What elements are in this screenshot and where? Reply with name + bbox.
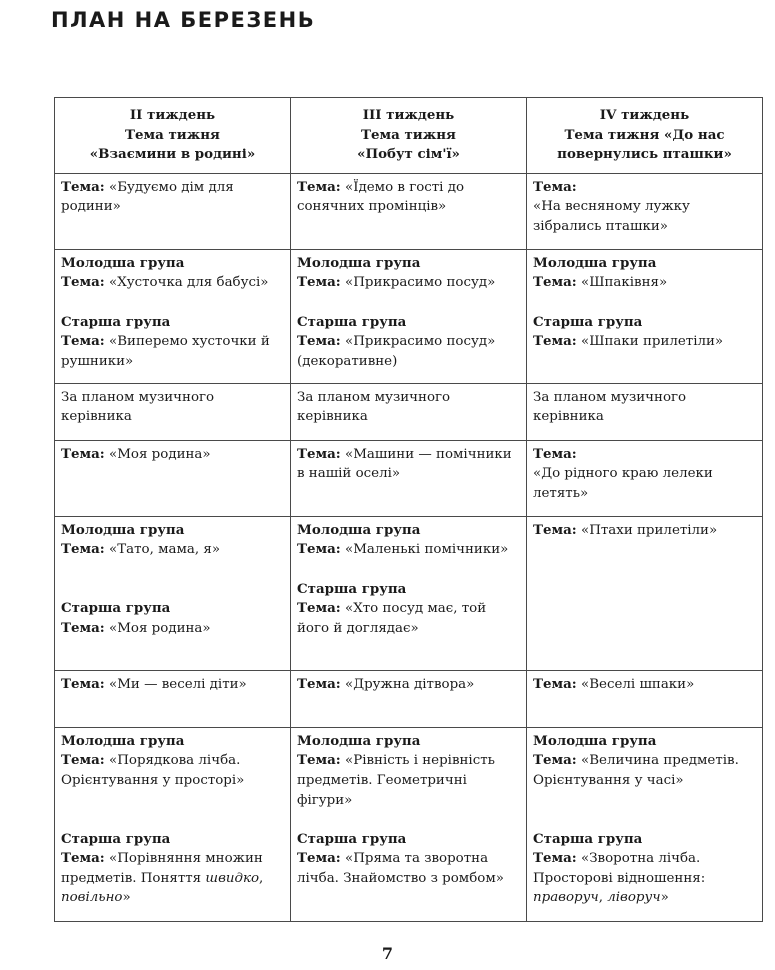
header-week-2 bbox=[55, 98, 291, 174]
theme-text: «Їдемо в гості до сонячних промінців» bbox=[297, 179, 465, 215]
theme-text: «Дружна дітвора» bbox=[345, 676, 475, 692]
table-cell: За планом музичного керівника bbox=[291, 383, 527, 440]
group-label: Старша група bbox=[297, 830, 407, 847]
theme-text: «Хусточка для бабусі» bbox=[109, 275, 269, 291]
table-row bbox=[55, 727, 763, 921]
theme-label: Тема: bbox=[297, 274, 341, 291]
theme-text: , bbox=[259, 870, 264, 886]
table-cell bbox=[527, 249, 763, 383]
theme-text: «Машини — помічники в нашій оселі» bbox=[297, 446, 512, 482]
theme-text: «Шпаківня» bbox=[581, 275, 668, 291]
group-label: Старша група bbox=[61, 830, 171, 847]
theme-label: Тема: bbox=[533, 752, 577, 769]
group-label: Молодша група bbox=[533, 732, 657, 749]
theme-text: «Прикрасимо посуд» bbox=[345, 275, 496, 291]
table-cell bbox=[55, 516, 291, 670]
theme-text: «Шпаки прилетіли» bbox=[581, 334, 724, 350]
theme-text: «Моя родина» bbox=[109, 620, 211, 636]
theme-label: Тема: bbox=[61, 274, 105, 291]
theme-text: «Маленькі помічники» bbox=[345, 542, 509, 558]
theme-text: «Рівність і нерівність предметів. Геометричні фігури» bbox=[297, 753, 495, 808]
table-cell bbox=[291, 727, 527, 921]
theme-label: Тема: bbox=[61, 752, 105, 769]
group-label: Старша група bbox=[533, 830, 643, 847]
theme-label: Тема: bbox=[533, 333, 577, 350]
group-label: Старша група bbox=[297, 313, 407, 330]
plan-table bbox=[54, 97, 763, 922]
theme-label: Тема: bbox=[297, 675, 341, 692]
table-row bbox=[55, 173, 763, 249]
group-label: Старша група bbox=[61, 313, 171, 330]
theme-label: Тема: bbox=[297, 178, 341, 195]
header-theme-label: Тема тижня «До нас bbox=[564, 126, 725, 143]
theme-text: «Виперемо хусточки й рушники» bbox=[61, 334, 270, 369]
header-theme: «Побут сім'ї» bbox=[357, 146, 460, 163]
theme-label: Тема: bbox=[61, 178, 105, 195]
table-row bbox=[55, 516, 763, 670]
theme-text: » bbox=[122, 890, 131, 906]
header-week-label: II тиждень bbox=[129, 107, 216, 123]
header-theme: повернулись пташки» bbox=[557, 146, 732, 163]
theme-emphasis: ліворуч bbox=[607, 890, 661, 906]
group-label: Молодша група bbox=[61, 521, 185, 538]
theme-text: «Тато, мама, я» bbox=[109, 542, 221, 558]
table-row bbox=[55, 249, 763, 383]
table-cell bbox=[291, 670, 527, 727]
group-label: Молодша група bbox=[533, 254, 657, 271]
group-label: Старша група bbox=[61, 599, 171, 616]
table-cell bbox=[527, 727, 763, 921]
page-number: 7 bbox=[381, 944, 394, 963]
theme-text: «Птахи прилетіли» bbox=[581, 522, 718, 538]
theme-label: Тема: bbox=[297, 445, 341, 462]
table-cell bbox=[527, 516, 763, 670]
table-cell bbox=[527, 440, 763, 516]
group-label: Молодша група bbox=[297, 521, 421, 538]
theme-text: » bbox=[660, 890, 669, 906]
theme-emphasis: повільно bbox=[61, 890, 123, 906]
theme-text: «Порівняння множин предметів. Поняття bbox=[61, 851, 263, 886]
page-title: ПЛАН НА БЕРЕЗЕНЬ bbox=[51, 8, 316, 32]
group-label: Старша група bbox=[533, 313, 643, 330]
theme-label: Тема: bbox=[297, 333, 341, 350]
theme-text: «Ми — веселі діти» bbox=[109, 676, 247, 692]
table-cell bbox=[291, 249, 527, 383]
table-cell bbox=[291, 440, 527, 516]
theme-text: «Прикрасимо посуд» (декоративне) bbox=[297, 334, 496, 369]
table-cell: За планом музичного керівника bbox=[55, 383, 291, 440]
theme-text: «Моя родина» bbox=[109, 446, 211, 462]
theme-label: Тема: bbox=[61, 619, 105, 636]
table-cell bbox=[527, 173, 763, 249]
theme-text: «На весняному лужку зібрались пташки» bbox=[533, 199, 690, 234]
table-header-row bbox=[55, 98, 763, 174]
group-label: Молодша група bbox=[61, 732, 185, 749]
group-label: Молодша група bbox=[297, 254, 421, 271]
theme-label: Тема: bbox=[533, 521, 577, 538]
theme-label: Тема: bbox=[533, 274, 577, 291]
theme-text: «Веселі шпаки» bbox=[581, 676, 695, 692]
table-cell bbox=[55, 173, 291, 249]
header-week-label: IV тиждень bbox=[599, 107, 690, 123]
theme-label: Тема: bbox=[297, 850, 341, 867]
theme-label: Тема: bbox=[533, 178, 577, 195]
table-cell bbox=[291, 173, 527, 249]
group-label: Старша група bbox=[297, 580, 407, 597]
theme-text: «Величина предметів. Орієнтування у часі» bbox=[533, 753, 739, 788]
header-week-label: III тиждень bbox=[362, 107, 455, 123]
table-cell bbox=[55, 249, 291, 383]
theme-text: «Зворотна лічба. Просторові відношення: bbox=[533, 851, 706, 886]
table-row bbox=[55, 670, 763, 727]
theme-text: «Порядкова лічба. Орієнтування у просторі» bbox=[61, 753, 245, 788]
header-week-4 bbox=[527, 98, 763, 174]
table-cell bbox=[55, 440, 291, 516]
group-label: Молодша група bbox=[61, 254, 185, 271]
table-row bbox=[55, 383, 763, 440]
theme-text: «Пряма та зворотна лічба. Знайомство з ромбом» bbox=[297, 851, 504, 886]
theme-emphasis: швидко bbox=[205, 870, 260, 886]
theme-label: Тема: bbox=[533, 850, 577, 867]
table-cell bbox=[291, 516, 527, 670]
header-theme-label: Тема тижня bbox=[361, 126, 456, 143]
theme-label: Тема: bbox=[61, 445, 105, 462]
theme-label: Тема: bbox=[61, 333, 105, 350]
table-row bbox=[55, 440, 763, 516]
theme-label: Тема: bbox=[297, 752, 341, 769]
theme-label: Тема: bbox=[297, 600, 341, 617]
theme-emphasis: праворуч bbox=[533, 890, 599, 906]
theme-label: Тема: bbox=[61, 541, 105, 558]
theme-text: , bbox=[598, 890, 608, 906]
table-cell bbox=[55, 670, 291, 727]
theme-label: Тема: bbox=[533, 445, 577, 462]
header-week-3 bbox=[291, 98, 527, 174]
theme-label: Тема: bbox=[533, 675, 577, 692]
theme-text: «До рідного краю лелеки летять» bbox=[533, 466, 713, 501]
theme-text: «Будуємо дім для родини» bbox=[61, 179, 234, 215]
theme-label: Тема: bbox=[61, 850, 105, 867]
header-theme-label: Тема тижня bbox=[125, 126, 220, 143]
theme-text: «Хто посуд має, той його й доглядає» bbox=[297, 601, 487, 636]
table-cell: За планом музичного керівника bbox=[527, 383, 763, 440]
table-cell bbox=[55, 727, 291, 921]
theme-label: Тема: bbox=[61, 675, 105, 692]
header-theme: «Взаємини в родині» bbox=[89, 146, 256, 163]
group-label: Молодша група bbox=[297, 732, 421, 749]
table-cell bbox=[527, 670, 763, 727]
theme-label: Тема: bbox=[297, 541, 341, 558]
